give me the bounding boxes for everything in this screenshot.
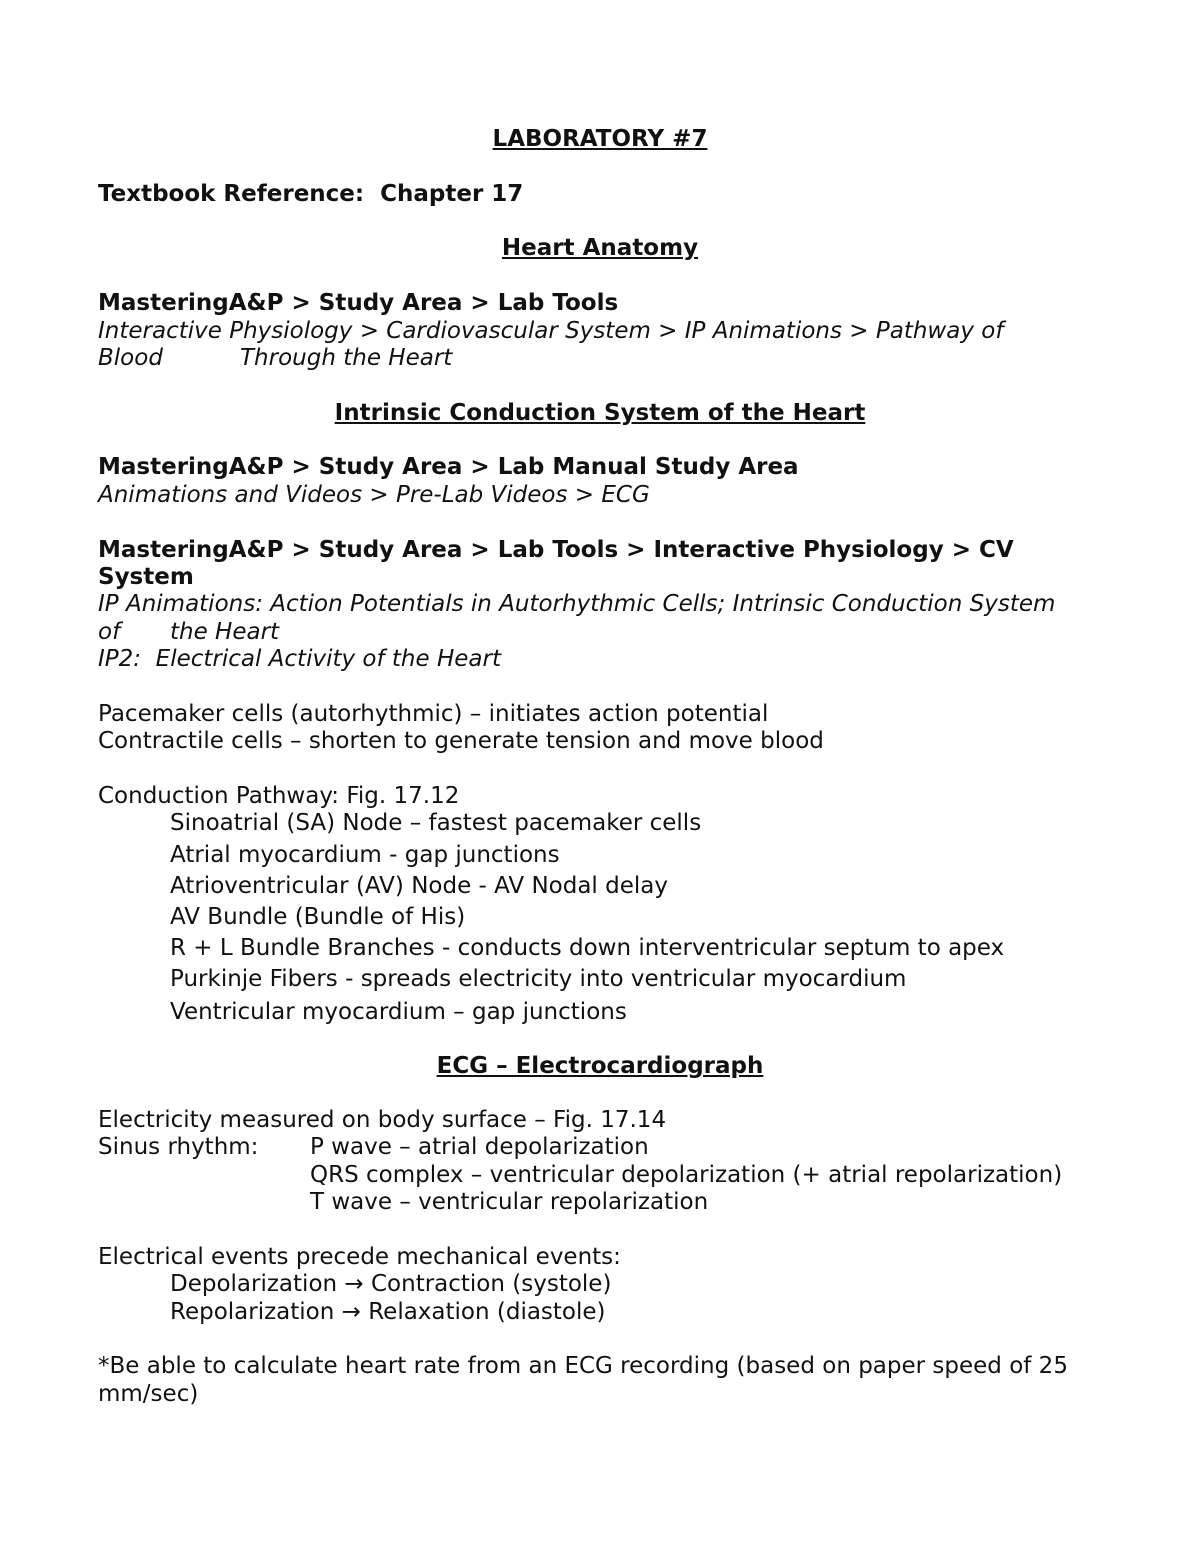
page-title: LABORATORY #7 <box>492 126 708 152</box>
heading-heart-anatomy: Heart Anatomy <box>501 235 699 261</box>
resource-detail: Interactive Physiology > Cardiovascular System > IP Animations > Pathway of <box>98 318 1004 344</box>
resource-detail: IP Animations: Action Potentials in Autorhythmic Cells; Intrinsic Conduction System <box>98 591 1056 617</box>
resource-detail: of <box>98 619 121 645</box>
event-item: Repolarization → Relaxation (diastole) <box>170 1299 606 1325</box>
event-item: Depolarization → Contraction (systole) <box>170 1271 612 1297</box>
pathway-item: Sinoatrial (SA) Node – fastest pacemaker cells <box>170 810 702 836</box>
resource-detail: Animations and Videos > Pre-Lab Videos > ECG <box>98 482 650 508</box>
cell-type-line: Contractile cells – shorten to generate tension and move blood <box>98 728 824 754</box>
pathway-item: Purkinje Fibers - spreads electricity into ventricular myocardium <box>170 966 907 992</box>
pathway-item: R + L Bundle Branches - conducts down interventricular septum to apex <box>170 935 1005 961</box>
events-label: Electrical events precede mechanical events: <box>98 1244 621 1270</box>
resource-detail: the Heart <box>170 619 280 645</box>
heart-rate-note: mm/sec) <box>98 1381 199 1407</box>
wave-item: QRS complex – ventricular depolarization (+ atrial repolarization) <box>310 1162 1063 1188</box>
pathway-item: AV Bundle (Bundle of His) <box>170 904 466 930</box>
wave-item: P wave – atrial depolarization <box>310 1134 649 1160</box>
resource-detail: Blood <box>98 345 163 371</box>
textbook-reference: Textbook Reference: Chapter 17 <box>98 181 524 207</box>
heading-ecg: ECG – Electrocardiograph <box>436 1053 764 1079</box>
pathway-item: Ventricular myocardium – gap junctions <box>170 999 627 1025</box>
resource-detail: IP2: Electrical Activity of the Heart <box>98 646 501 672</box>
resource-path: MasteringA&P > Study Area > Lab Tools <box>98 290 619 316</box>
pathway-item: Atrial myocardium - gap junctions <box>170 842 560 868</box>
resource-path: System <box>98 564 194 590</box>
resource-path: MasteringA&P > Study Area > Lab Manual Study Area <box>98 454 799 480</box>
ecg-measured-line: Electricity measured on body surface – Fig. 17.14 <box>98 1107 667 1133</box>
cell-type-line: Pacemaker cells (autorhythmic) – initiates action potential <box>98 701 769 727</box>
heading-conduction-system: Intrinsic Conduction System of the Heart <box>334 400 866 426</box>
wave-item: T wave – ventricular repolarization <box>310 1189 709 1215</box>
sinus-rhythm-label: Sinus rhythm: <box>98 1134 259 1160</box>
heart-rate-note: *Be able to calculate heart rate from an ECG recording (based on paper speed of 25 <box>98 1353 1068 1379</box>
resource-path: MasteringA&P > Study Area > Lab Tools > Interactive Physiology > CV <box>98 537 1014 563</box>
resource-detail: Through the Heart <box>240 345 453 371</box>
pathway-item: Atrioventricular (AV) Node - AV Nodal delay <box>170 873 668 899</box>
pathway-label: Conduction Pathway: Fig. 17.12 <box>98 783 460 809</box>
